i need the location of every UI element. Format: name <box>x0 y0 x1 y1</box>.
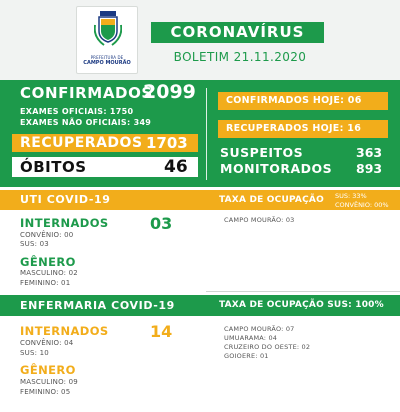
enf-masculino: MASCULINO: 09 <box>20 378 78 386</box>
uti-convenio: CONVÊNIO: 00 <box>20 231 74 239</box>
enf-feminino: FEMININO: 05 <box>20 388 71 396</box>
obitos-value: 46 <box>164 157 188 177</box>
exames-oficiais: EXAMES OFICIAIS: 1750 <box>20 107 134 116</box>
confirmados-value: 2099 <box>143 81 196 103</box>
enf-city-0: CAMPO MOURÃO: 07 <box>224 325 295 333</box>
monitorados-label: MONITORADOS <box>220 161 333 176</box>
enf-internados-value: 14 <box>150 322 173 341</box>
enf-city-1: UMUARAMA: 04 <box>224 334 278 342</box>
bulletin-date: BOLETIM 21.11.2020 <box>173 50 307 64</box>
uti-genero-label: GÊNERO <box>20 255 76 269</box>
logo-caption: CAMPO MOURÃO <box>83 60 131 66</box>
monitorados-value: 893 <box>356 161 383 176</box>
enf-city-3: GOIOERE: 01 <box>224 352 269 360</box>
uti-city-0: CAMPO MOURÃO: 03 <box>224 216 295 224</box>
enfermaria-title: ENFERMARIA COVID-19 <box>20 299 175 312</box>
suspeitos-value: 363 <box>356 145 383 160</box>
logo-caption-small: PREFEITURA DE <box>90 55 124 60</box>
recuperados-value: 1703 <box>146 134 188 152</box>
enf-internados-label: INTERNADOS <box>20 324 109 338</box>
recuperados-hoje: RECUPERADOS HOJE: 16 <box>218 120 388 138</box>
uti-internados-label: INTERNADOS <box>20 216 109 230</box>
uti-divider <box>206 291 400 292</box>
uti-sus: SUS: 03 <box>20 240 49 248</box>
uti-internados-value: 03 <box>150 214 173 233</box>
enf-city-2: CRUZEIRO DO OESTE: 02 <box>224 343 311 351</box>
summary-divider <box>206 88 207 180</box>
enf-convenio: CONVÊNIO: 04 <box>20 339 74 347</box>
obitos-label: ÓBITOS <box>20 158 87 176</box>
uti-taxa-sus: SUS: 33% <box>335 192 367 200</box>
suspeitos-label: SUSPEITOS <box>220 145 304 160</box>
uti-masculino: MASCULINO: 02 <box>20 269 78 277</box>
uti-feminino: FEMININO: 01 <box>20 279 71 287</box>
confirmados-label: CONFIRMADOS <box>20 84 153 102</box>
exames-nao-oficiais: EXAMES NÃO OFICIAIS: 349 <box>20 118 152 127</box>
enf-sus: SUS: 10 <box>20 349 49 357</box>
enfermaria-taxa: TAXA DE OCUPAÇÃO SUS: 100% <box>219 300 384 310</box>
uti-title: UTI COVID-19 <box>20 193 111 206</box>
enf-genero-label: GÊNERO <box>20 363 76 377</box>
recuperados-label: RECUPERADOS <box>20 135 143 151</box>
uti-taxa-convenio: CONVÊNIO: 00% <box>335 201 389 209</box>
uti-taxa-label: TAXA DE OCUPAÇÃO <box>219 195 324 205</box>
coat-of-arms-icon <box>94 11 122 47</box>
page-title: CORONAVÍRUS <box>151 22 324 43</box>
confirmados-hoje: CONFIRMADOS HOJE: 06 <box>218 92 388 110</box>
